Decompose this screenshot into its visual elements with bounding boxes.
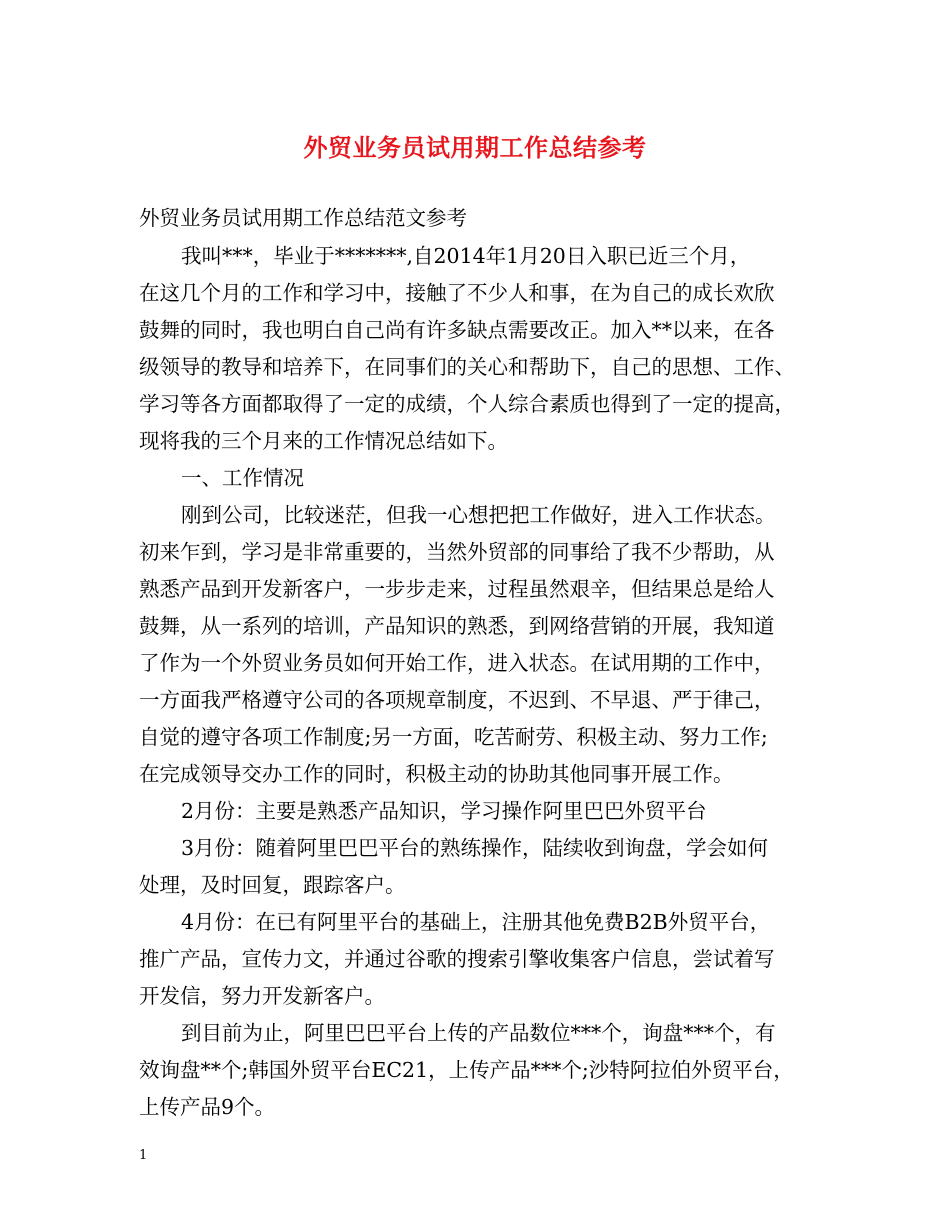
text-line: 上传产品9个。 — [139, 1095, 276, 1119]
text-line: 学习等各方面都取得了一定的成绩，个人综合素质也得到了一定的提高， — [139, 392, 795, 416]
text-line: 鼓舞，从一系列的培训，产品知识的熟悉，到网络营销的开展，我知道 — [139, 614, 775, 638]
section-heading: 一、工作情况 — [181, 466, 304, 490]
text-line: 在完成领导交办工作的同时，积极主动的协助其他同事开展工作。 — [139, 762, 734, 786]
subtitle-line: 外贸业务员试用期工作总结范文参考 — [139, 206, 467, 230]
text-line: 处理，及时回复，跟踪客户。 — [139, 873, 406, 897]
text-line: 熟悉产品到开发新客户，一步步走来，过程虽然艰辛，但结果总是给人 — [139, 577, 775, 601]
text-line: 推广产品，宣传力文，并通过谷歌的搜索引擎收集客户信息，尝试着写 — [139, 947, 775, 971]
text-line: 在这几个月的工作和学习中，接触了不少人和事，在为自己的成长欢欣 — [139, 281, 775, 305]
text-line: 一方面我严格遵守公司的各项规章制度，不迟到、不早退、严于律己， — [139, 688, 775, 712]
text-line: 现将我的三个月来的工作情况总结如下。 — [139, 429, 508, 453]
text-line: 刚到公司，比较迷茫，但我一心想把把工作做好，进入工作状态。 — [181, 503, 776, 527]
text-line: 3月份：随着阿里巴巴平台的熟练操作，陆续收到询盘，学会如何 — [181, 836, 769, 860]
text-line: 4月份：在已有阿里平台的基础上，注册其他免费B2B外贸平台， — [181, 910, 771, 934]
text-line: 级领导的教导和培养下，在同事们的关心和帮助下，自己的思想、工作、 — [139, 355, 795, 379]
text-line: 到目前为止，阿里巴巴平台上传的产品数位***个，询盘***个，有 — [181, 1021, 776, 1045]
text-line: 我叫***，毕业于*******,自2014年1月20日入职已近三个月， — [181, 244, 751, 268]
text-line: 2月份：主要是熟悉产品知识，学习操作阿里巴巴外贸平台 — [181, 799, 707, 823]
page-number: 1 — [139, 1148, 148, 1163]
text-line: 开发信，努力开发新客户。 — [139, 984, 385, 1008]
text-line: 了作为一个外贸业务员如何开始工作，进入状态。在试用期的工作中， — [139, 651, 775, 675]
text-line: 鼓舞的同时，我也明白自己尚有许多缺点需要改正。加入**以来，在各 — [139, 318, 775, 342]
text-line: 初来乍到，学习是非常重要的，当然外贸部的同事给了我不少帮助，从 — [139, 540, 775, 564]
text-line: 自觉的遵守各项工作制度;另一方面，吃苦耐劳、积极主动、努力工作; — [139, 725, 768, 749]
text-line: 效询盘**个;韩国外贸平台EC21，上传产品***个;沙特阿拉伯外贸平台， — [139, 1058, 794, 1082]
page-title: 外贸业务员试用期工作总结参考 — [303, 133, 647, 162]
